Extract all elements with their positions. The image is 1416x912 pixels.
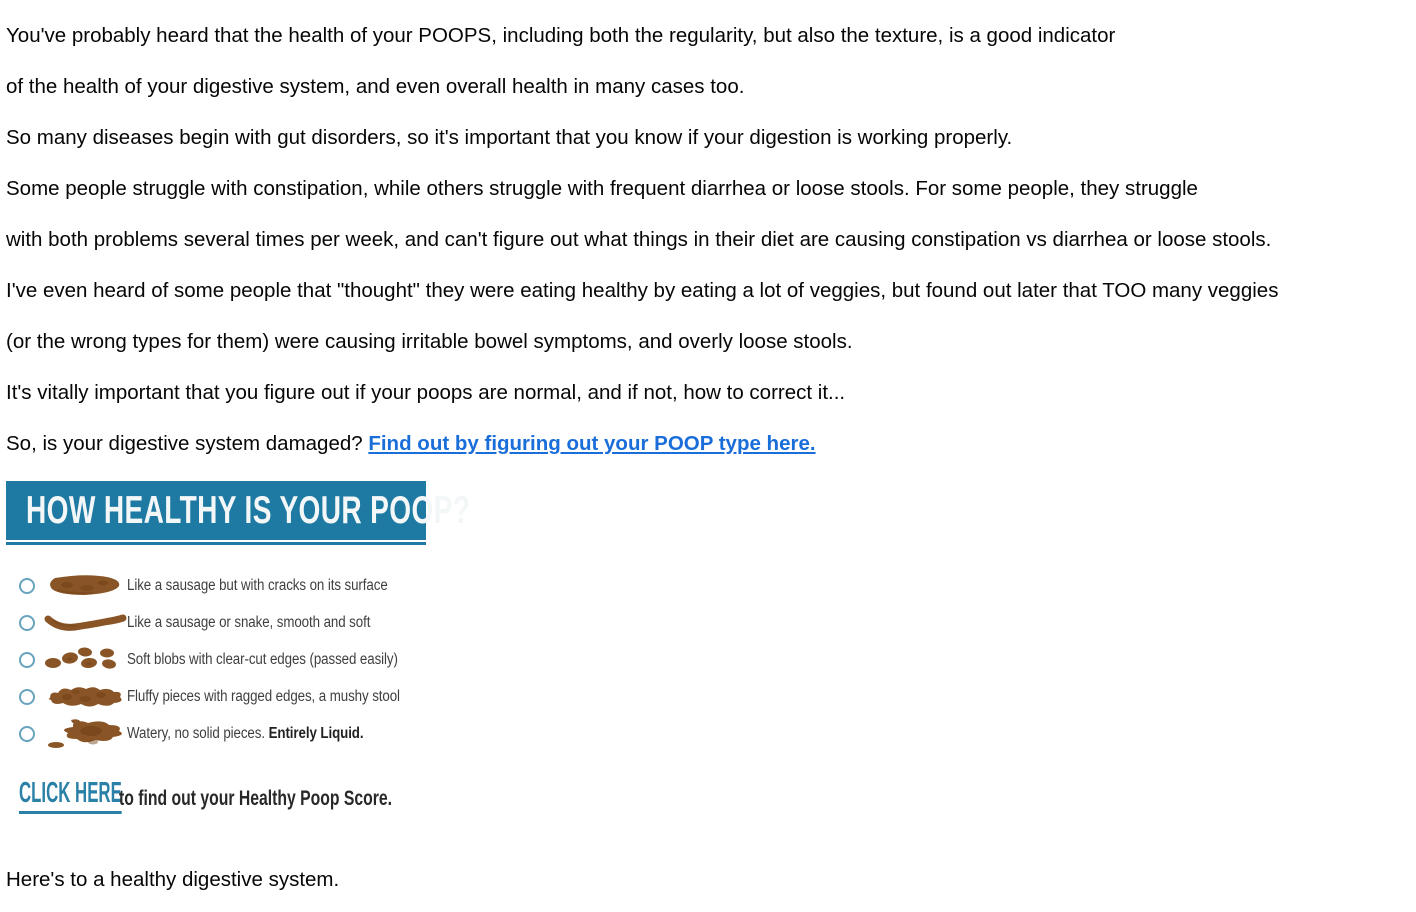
quiz-banner-title-wrap (26, 488, 471, 533)
quiz-option-label: Fluffy pieces with ragged edges, a mushy stool (127, 687, 400, 705)
poop-shape-icon (43, 645, 127, 675)
paragraph-line-text: I've even heard of some people that "thought" they were eating healthy by eating a lot of veggies, but found out later that TOO many veggies (6, 279, 1279, 302)
quiz-banner-underline (6, 542, 426, 545)
poop-shape-icon (43, 717, 127, 751)
quiz-footer-text-wrap (119, 787, 411, 814)
poop-shape-icon (43, 571, 127, 601)
paragraph-line (6, 316, 1416, 367)
closing-line: Here's to a healthy digestive system. (6, 868, 340, 891)
cta-line (6, 418, 1416, 469)
quiz-option-label: Soft blobs with clear-cut edges (passed easily) (127, 650, 398, 668)
paragraph-line-text: It's vitally important that you figure out if your poops are normal, and if not, how to correct it... (6, 381, 846, 404)
poop-quiz-image[interactable] (6, 481, 471, 814)
paragraph-line (6, 10, 1416, 61)
radio-button-icon[interactable] (19, 689, 35, 705)
paragraph-block (6, 10, 1416, 418)
quiz-options-list (6, 567, 426, 752)
radio-button-icon[interactable] (19, 615, 35, 631)
quiz-option-row (6, 641, 426, 678)
paragraph-line (6, 61, 1416, 112)
paragraph-line (6, 367, 1416, 418)
click-here-wrap (19, 777, 122, 814)
paragraph-line (6, 214, 1416, 265)
quiz-option-row (6, 678, 426, 715)
paragraph-line (6, 163, 1416, 214)
radio-button-icon[interactable] (19, 726, 35, 742)
paragraph-line (6, 112, 1416, 163)
quiz-option-label: Like a sausage but with cracks on its surface (127, 576, 388, 594)
paragraph-line-text: So many diseases begin with gut disorders, so it's important that you know if your digestion is working properly. (6, 126, 1013, 149)
cta-prefix: So, is your digestive system damaged? (6, 432, 369, 455)
paragraph-line-text: (or the wrong types for them) were causing irritable bowel symptoms, and overly loose stools. (6, 330, 853, 353)
quiz-option-row (6, 715, 426, 752)
quiz-option-label: Watery, no solid pieces. Entirely Liquid. (127, 724, 364, 742)
quiz-footer-text: to find out your Healthy Poop Score. (119, 787, 393, 810)
quiz-option-row (6, 604, 426, 641)
paragraph-line-text: of the health of your digestive system, and even overall health in many cases too. (6, 75, 745, 98)
quiz-banner-title: HOW HEALTHY IS YOUR POOP? (26, 488, 471, 532)
quiz-footer (6, 778, 426, 814)
quiz-option-label: Like a sausage or snake, smooth and soft (127, 613, 371, 631)
poop-shape-icon (43, 682, 127, 712)
radio-button-icon[interactable] (19, 652, 35, 668)
click-here-link[interactable]: CLICK HERE (19, 777, 122, 814)
paragraph-line-text: Some people struggle with constipation, while others struggle with frequent diarrhea or loose stools. For some people, they struggle (6, 177, 1198, 200)
quiz-banner (6, 481, 471, 540)
paragraph-line-text: with both problems several times per week, and can't figure out what things in their diet are causing constipation vs diarrhea or loose stools. (6, 228, 1272, 251)
poop-type-link[interactable]: Find out by figuring out your POOP type here. (368, 432, 816, 455)
quiz-option-row (6, 567, 426, 604)
paragraph-line (6, 265, 1416, 316)
poop-shape-icon (43, 608, 127, 638)
paragraph-line-text: You've probably heard that the health of your POOPS, including both the regularity, but also the texture, is a good indicator (6, 24, 1116, 47)
radio-button-icon[interactable] (19, 578, 35, 594)
